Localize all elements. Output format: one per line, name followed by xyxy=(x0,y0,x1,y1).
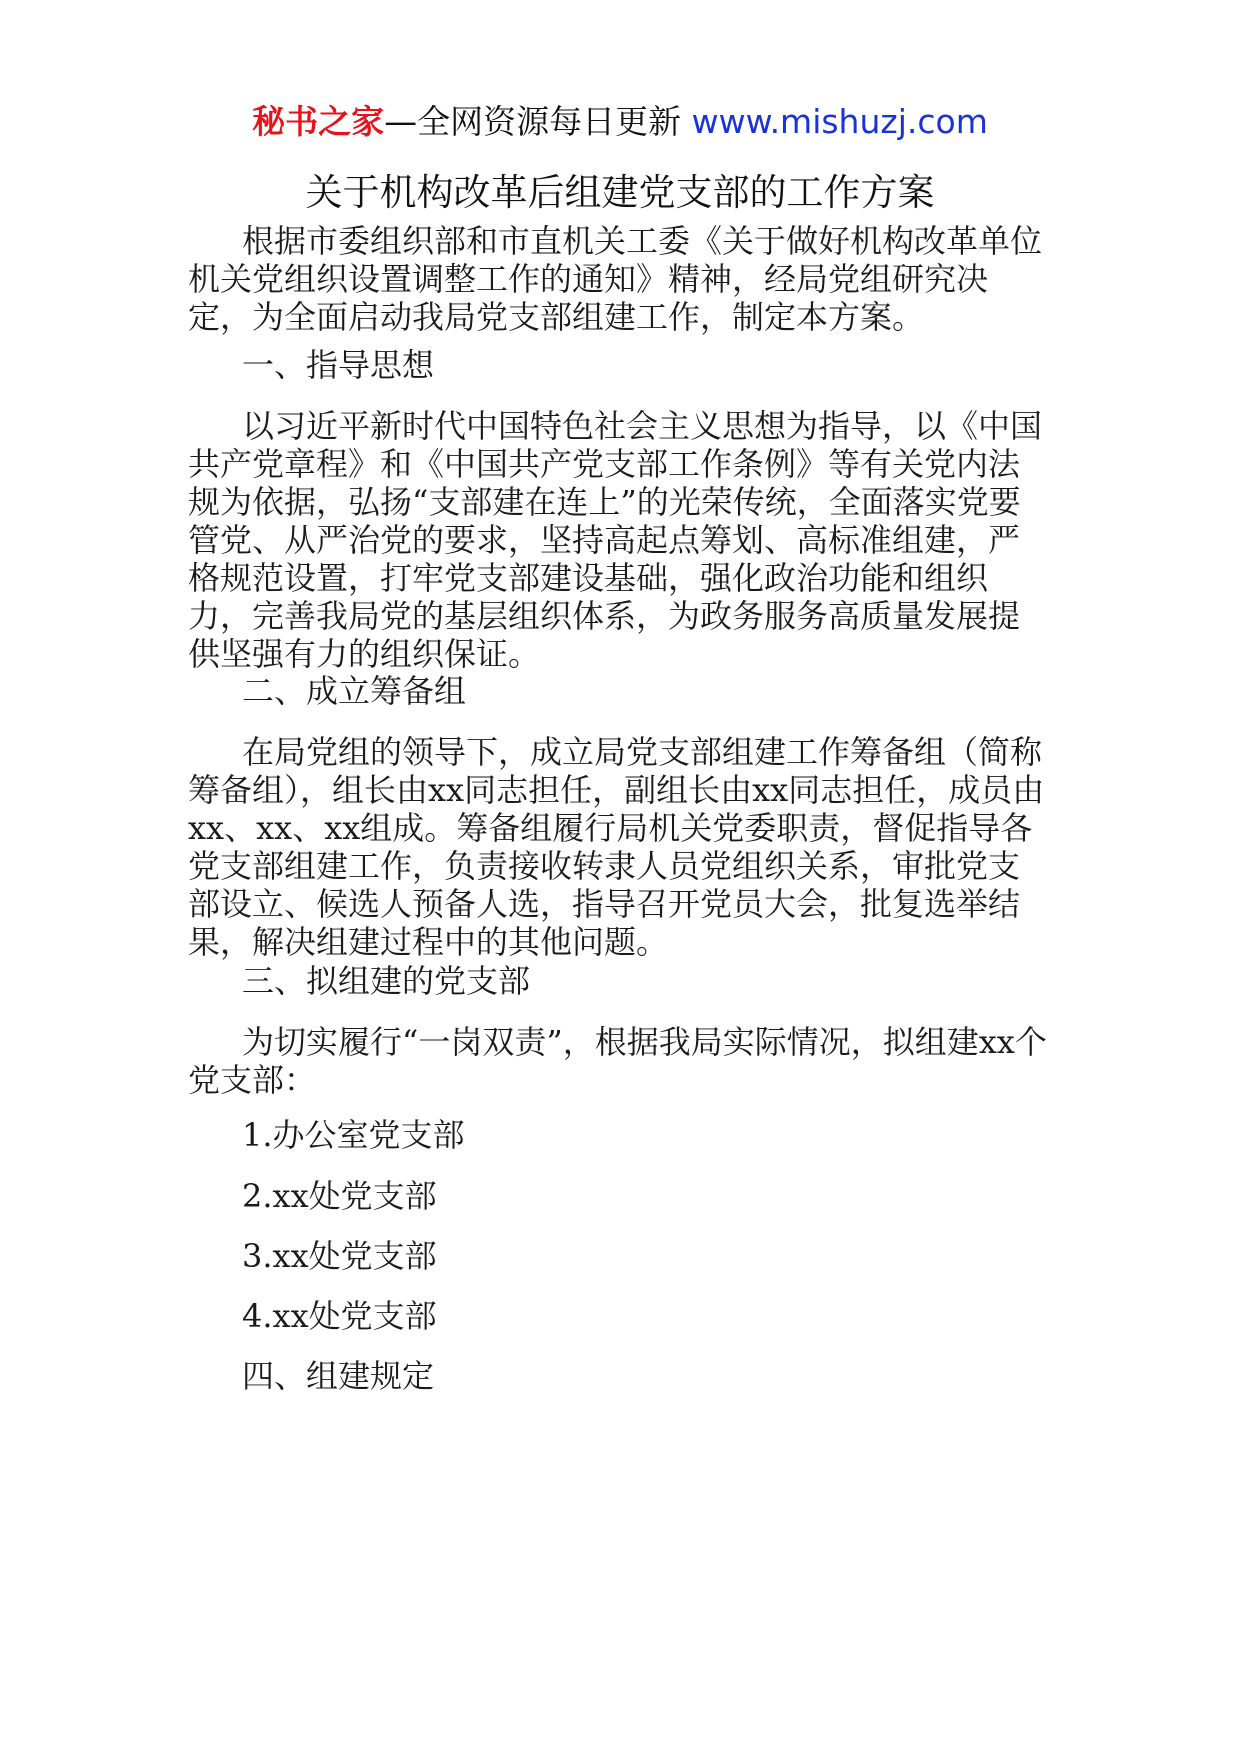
document-title: 关于机构改革后组建党支部的工作方案 xyxy=(305,171,935,214)
intro-paragraph: 根据市委组织部和市直机关工委《关于做好机构改革单位机关党组织设置调整工作的通知》精神，经局党组研究决定，为全面启动我局党支部组建工作，制定本方案。 xyxy=(188,222,1043,336)
list-item: 1.办公室党支部 xyxy=(242,1116,465,1154)
section-heading-4: 四、组建规定 xyxy=(242,1357,435,1395)
section-heading-3: 三、拟组建的党支部 xyxy=(242,962,531,1000)
section-3-paragraph: 为切实履行“一岗双责”，根据我局实际情况，拟组建xx个党支部： xyxy=(188,1023,1047,1099)
section-1-paragraph: 以习近平新时代中国特色社会主义思想为指导，以《中国共产党章程》和《中国共产党支部工作条例》等有关党内法规为依据，弘扬“支部建在连上”的光荣传统，全面落实党要管党、从严治党的要求，坚持高起点筹划、高标准组建，严格规范设置，打牢党支部建设基础，强化政治功能和组织力，完善我局党的基层组织体系，为政务服务高质量发展提供坚强有力的组织保证。 xyxy=(188,407,1043,673)
list-item: 3.xx处党支部 xyxy=(242,1237,437,1275)
section-heading-1: 一、指导思想 xyxy=(242,346,435,384)
list-item: 4.xx处党支部 xyxy=(242,1297,437,1335)
brand-name: 秘书之家 xyxy=(252,102,385,141)
list-item: 2.xx处党支部 xyxy=(242,1177,437,1215)
site-header xyxy=(0,100,1240,144)
section-heading-2: 二、成立筹备组 xyxy=(242,672,467,710)
site-url-link[interactable]: www.mishuzj.com xyxy=(691,102,988,141)
section-2-paragraph: 在局党组的领导下，成立局党支部组建工作筹备组（简称筹备组），组长由xx同志担任，副组长由xx同志担任，成员由xx、xx、xx组成。筹备组履行局机关党委职责，督促指导各党支部组建工作，负责接收转隶人员党组织关系，审批党支部设立、候选人预备人选，指导召开党员大会，批复选举结果，解决组建过程中的其他问题。 xyxy=(188,733,1045,961)
header-tagline: —全网资源每日更新 xyxy=(384,102,682,141)
